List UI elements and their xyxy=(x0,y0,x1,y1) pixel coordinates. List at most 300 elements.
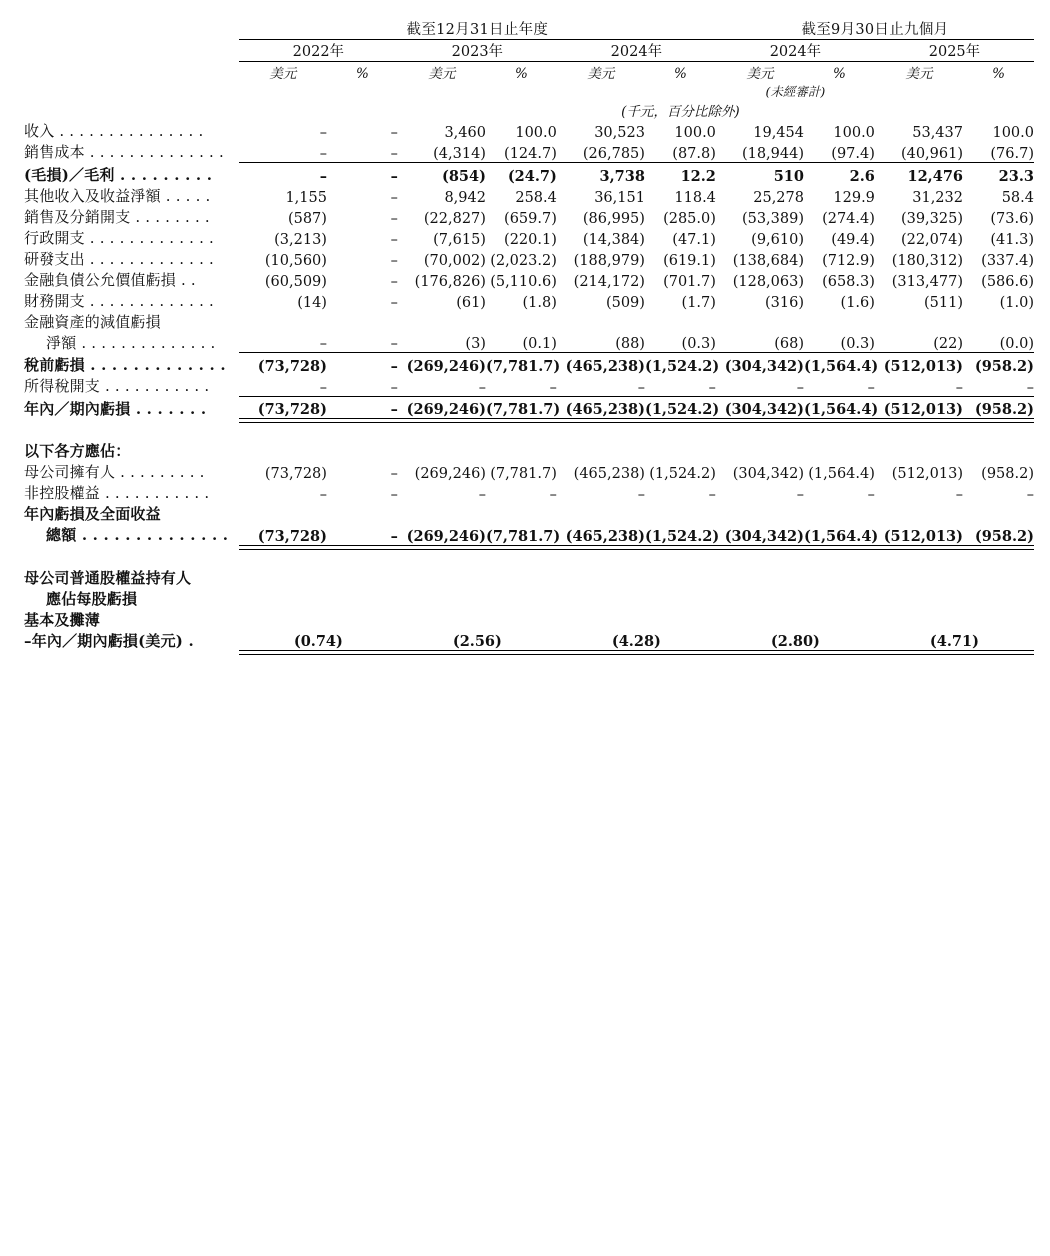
row-value: 2.6 xyxy=(849,167,875,185)
row-value: 25,278 xyxy=(753,189,804,206)
row-value: (14) xyxy=(297,294,327,311)
header-unit-row xyxy=(24,62,1034,83)
row-value: – xyxy=(478,379,486,396)
row-value: (0.3) xyxy=(840,336,875,352)
row-value: 100.0 xyxy=(674,125,716,141)
row-value: – xyxy=(390,273,398,290)
row-value: (304,342) xyxy=(724,527,804,545)
rule-spacer xyxy=(24,651,239,655)
row-label: 金融資產的減值虧損 xyxy=(24,312,161,331)
row-value: (1.7) xyxy=(681,294,716,311)
row-label: 年內／期內虧損 . . . . . . . xyxy=(24,399,207,418)
row-value: (2.56) xyxy=(452,633,502,650)
header-pct-4: % xyxy=(833,66,846,82)
row-value: (18,944) xyxy=(741,145,804,162)
row-value: (465,238) xyxy=(573,466,645,482)
row-value: (0.74) xyxy=(293,633,343,650)
row-value: (1,564.4) xyxy=(804,358,879,375)
row-value xyxy=(716,311,804,332)
row-value: – xyxy=(867,379,875,396)
row-value: (49.4) xyxy=(831,231,875,248)
row-value xyxy=(645,503,716,524)
header-year-2023: 2023年 xyxy=(398,40,557,62)
table-row xyxy=(24,503,1034,524)
row-value: – xyxy=(390,294,398,311)
row-value: (22,074) xyxy=(900,231,963,248)
header-spacer-3 xyxy=(24,62,239,83)
row-value: (958.2) xyxy=(974,401,1034,418)
row-value: – xyxy=(390,336,398,352)
row-value: (1,564.4) xyxy=(804,527,879,545)
row-value xyxy=(804,440,875,461)
row-value: 12,476 xyxy=(907,167,963,185)
row-value: (658.3) xyxy=(822,273,875,290)
row-label: 財務開支 . . . . . . . . . . . . . xyxy=(24,291,214,310)
row-value: (269,246) xyxy=(406,401,486,418)
row-value: (87.8) xyxy=(672,145,716,162)
row-value xyxy=(486,609,557,630)
row-value: (4,314) xyxy=(433,145,486,162)
row-value: (7,781.7) xyxy=(490,466,557,482)
row-value: (958.2) xyxy=(981,466,1034,482)
row-value: – xyxy=(390,487,398,503)
row-value: (7,781.7) xyxy=(485,527,561,545)
row-value: 118.4 xyxy=(674,189,716,206)
row-value: (4.71) xyxy=(929,633,979,650)
row-value: – xyxy=(390,231,398,248)
row-value: – xyxy=(708,487,716,503)
row-value: 12.2 xyxy=(680,167,716,185)
row-value: (88) xyxy=(615,336,645,352)
row-value: (509) xyxy=(605,294,645,311)
row-value xyxy=(239,567,327,588)
row-value: – xyxy=(955,379,963,396)
row-value: – xyxy=(319,336,327,352)
row-value xyxy=(875,311,963,332)
header-group-right: 截至9月30日止九個月 xyxy=(716,18,1034,40)
row-value xyxy=(963,503,1034,524)
table-row xyxy=(24,630,1034,651)
row-value: (0.1) xyxy=(522,336,557,352)
row-value: (587) xyxy=(287,210,327,227)
row-value: (1.8) xyxy=(522,294,557,311)
row-value xyxy=(875,567,963,588)
row-value: – xyxy=(390,358,398,375)
row-value: (7,781.7) xyxy=(485,358,561,375)
row-value: (73,728) xyxy=(264,466,327,482)
row-value xyxy=(716,440,804,461)
row-value: (958.2) xyxy=(974,527,1034,545)
row-value: 53,437 xyxy=(912,125,963,141)
row-value: 129.9 xyxy=(833,189,875,206)
row-value xyxy=(239,588,327,609)
row-value xyxy=(804,311,875,332)
row-value: (97.4) xyxy=(831,145,875,162)
row-value: (220.1) xyxy=(504,231,557,248)
financial-statement-page xyxy=(0,18,1050,1256)
row-value xyxy=(963,609,1034,630)
row-value xyxy=(327,567,398,588)
rule-cell xyxy=(716,651,875,655)
row-value: (188,979) xyxy=(573,252,645,269)
row-label: 銷售及分銷開支 . . . . . . . . xyxy=(24,207,210,226)
row-value xyxy=(804,609,875,630)
row-value: – xyxy=(796,379,804,396)
row-value: (285.0) xyxy=(663,210,716,227)
table-row xyxy=(24,290,1034,311)
row-label: 研發支出 . . . . . . . . . . . . . xyxy=(24,249,214,268)
row-value: (1,524.2) xyxy=(644,527,720,545)
row-value: (7,615) xyxy=(433,231,486,248)
row-value xyxy=(398,311,486,332)
row-value: (39,325) xyxy=(900,210,963,227)
row-value: (180,312) xyxy=(891,252,963,269)
header-units-row xyxy=(24,100,1034,120)
row-value: – xyxy=(955,487,963,503)
header-usd-3: 美元 xyxy=(587,66,615,82)
row-value: (316) xyxy=(765,294,804,311)
header-spacer-4 xyxy=(24,82,716,100)
header-usd-1: 美元 xyxy=(269,66,297,82)
row-value xyxy=(716,567,804,588)
header-year-2024-interim: 2024年 xyxy=(716,40,875,62)
row-value xyxy=(875,609,963,630)
header-usd-4: 美元 xyxy=(746,66,774,82)
row-value xyxy=(327,609,398,630)
units-note: (千元，百分比除外) xyxy=(621,104,740,120)
row-value: 30,523 xyxy=(594,125,645,141)
row-value: – xyxy=(637,487,645,503)
row-value: – xyxy=(549,379,557,396)
row-value: (269,246) xyxy=(406,527,486,545)
row-value: (41.3) xyxy=(990,231,1034,248)
table-row xyxy=(24,440,1034,461)
table-row xyxy=(24,269,1034,290)
row-value xyxy=(327,311,398,332)
row-value: 19,454 xyxy=(753,125,804,141)
row-value: (68) xyxy=(774,336,804,352)
table-row xyxy=(24,588,1034,609)
row-value: – xyxy=(708,379,716,396)
row-value: (465,238) xyxy=(565,358,645,375)
row-value: (5,110.6) xyxy=(490,273,557,290)
row-value: (2.80) xyxy=(770,633,820,650)
row-value: (1,564.4) xyxy=(808,466,875,482)
row-value: (269,246) xyxy=(414,466,486,482)
header-spacer-6 xyxy=(24,100,557,120)
row-value: – xyxy=(1026,379,1034,396)
rule-cell xyxy=(398,651,557,655)
header-pct-2: % xyxy=(514,66,528,82)
row-value: – xyxy=(319,145,327,162)
row-value: (0.0) xyxy=(999,336,1034,352)
row-value: (586.6) xyxy=(981,273,1034,290)
row-value: – xyxy=(319,125,327,141)
row-value: – xyxy=(867,487,875,503)
row-value xyxy=(557,588,645,609)
row-value xyxy=(645,609,716,630)
row-value xyxy=(557,567,645,588)
rule-cell xyxy=(239,651,398,655)
spacer-row xyxy=(24,549,1034,567)
row-value: (73,728) xyxy=(257,401,327,418)
row-value: (70,002) xyxy=(423,252,486,269)
row-value: (1,524.2) xyxy=(649,466,716,482)
row-value: (1,524.2) xyxy=(644,358,720,375)
row-value: 258.4 xyxy=(515,189,557,206)
row-value: – xyxy=(390,167,398,185)
header-pct-3: % xyxy=(674,66,687,82)
header-unaudited-row xyxy=(24,82,1034,100)
row-value: (465,238) xyxy=(565,401,645,418)
row-value: (3,213) xyxy=(274,231,327,248)
table-row xyxy=(24,185,1034,206)
row-value: – xyxy=(390,527,398,545)
header-year-row xyxy=(24,40,1034,62)
row-value: (4.28) xyxy=(611,633,661,650)
row-value: – xyxy=(1026,487,1034,503)
header-usd-5: 美元 xyxy=(905,66,933,82)
row-value: – xyxy=(390,125,398,141)
header-spacer-5 xyxy=(875,82,1034,100)
row-value: – xyxy=(390,466,398,482)
row-value: (313,477) xyxy=(891,273,963,290)
row-value: 100.0 xyxy=(515,125,557,141)
row-value: (47.1) xyxy=(672,231,716,248)
spacer-cell xyxy=(24,423,1034,441)
row-value: (2,023.2) xyxy=(490,252,557,269)
row-value: (128,063) xyxy=(732,273,804,290)
row-label: (毛損)／毛利 . . . . . . . . . xyxy=(24,165,213,184)
row-value: (269,246) xyxy=(406,358,486,375)
row-value xyxy=(239,440,327,461)
row-value: (53,389) xyxy=(741,210,804,227)
row-value: 100.0 xyxy=(992,125,1034,141)
row-label: 母公司擁有人 . . . . . . . . . xyxy=(24,463,205,481)
row-value xyxy=(486,503,557,524)
row-value xyxy=(398,503,486,524)
row-value: 58.4 xyxy=(1001,189,1034,206)
row-label: 金融負債公允價值虧損 . . xyxy=(24,270,196,289)
header-year-2025-interim: 2025年 xyxy=(875,40,1034,62)
row-value xyxy=(645,440,716,461)
row-value xyxy=(557,440,645,461)
unaudited-note: (未經審計) xyxy=(765,84,826,99)
row-value xyxy=(804,588,875,609)
row-label: 基本及攤薄 xyxy=(24,610,101,629)
table-row xyxy=(24,461,1034,482)
income-statement-table xyxy=(24,18,1034,655)
row-value: (274.4) xyxy=(822,210,875,227)
row-label: 行政開支 . . . . . . . . . . . . . xyxy=(24,228,214,247)
row-value: (22,827) xyxy=(423,210,486,227)
row-value: 36,151 xyxy=(594,189,645,206)
row-value xyxy=(963,588,1034,609)
row-value xyxy=(239,311,327,332)
row-value xyxy=(239,609,327,630)
row-value: (304,342) xyxy=(724,401,804,418)
row-value: (9,610) xyxy=(751,231,804,248)
row-value xyxy=(875,440,963,461)
row-value: (619.1) xyxy=(663,252,716,269)
row-label: 年內虧損及全面收益 xyxy=(24,505,161,523)
row-label: 以下各方應佔： xyxy=(24,442,131,460)
row-value: (73,728) xyxy=(257,358,327,375)
row-value: 23.3 xyxy=(998,167,1034,185)
row-value: – xyxy=(478,487,486,503)
header-group-left: 截至12月31日止年度 xyxy=(239,18,716,40)
row-value xyxy=(804,503,875,524)
row-value: – xyxy=(319,167,327,185)
header-spacer-7 xyxy=(804,100,1034,120)
table-row xyxy=(24,206,1034,227)
row-value xyxy=(398,588,486,609)
table-row xyxy=(24,164,1034,185)
row-label: 非控股權益 . . . . . . . . . . . xyxy=(24,484,210,502)
table-row xyxy=(24,609,1034,630)
row-value: – xyxy=(390,401,398,418)
row-value xyxy=(963,311,1034,332)
row-value: 510 xyxy=(773,167,804,185)
table-row xyxy=(24,141,1034,162)
header-group-row xyxy=(24,18,1034,40)
table-row xyxy=(24,332,1034,353)
rule-cell xyxy=(557,651,716,655)
row-value: (138,684) xyxy=(732,252,804,269)
row-value: (10,560) xyxy=(264,252,327,269)
row-value xyxy=(557,503,645,524)
row-value xyxy=(327,503,398,524)
table-row xyxy=(24,524,1034,545)
row-value: (60,509) xyxy=(264,273,327,290)
row-value: (712.9) xyxy=(822,252,875,269)
row-value: (337.4) xyxy=(981,252,1034,269)
row-value xyxy=(875,503,963,524)
row-label: 應佔每股虧損 xyxy=(46,589,138,608)
row-value: (3) xyxy=(465,336,486,352)
row-value: (214,172) xyxy=(573,273,645,290)
row-value xyxy=(716,588,804,609)
header-spacer-2 xyxy=(24,40,239,62)
row-value: (512,013) xyxy=(883,358,963,375)
row-value xyxy=(963,440,1034,461)
row-value: (701.7) xyxy=(663,273,716,290)
row-value: (0.3) xyxy=(681,336,716,352)
row-value: (1.0) xyxy=(999,294,1034,311)
header-year-2022: 2022年 xyxy=(239,40,398,62)
row-value: (465,238) xyxy=(565,527,645,545)
row-value: (176,826) xyxy=(414,273,486,290)
row-value xyxy=(398,567,486,588)
row-value: (86,995) xyxy=(582,210,645,227)
row-value xyxy=(327,588,398,609)
row-value: (14,384) xyxy=(582,231,645,248)
row-value: (1,524.2) xyxy=(644,401,720,418)
row-value: (304,342) xyxy=(724,358,804,375)
row-value: (40,961) xyxy=(900,145,963,162)
row-value: (659.7) xyxy=(504,210,557,227)
row-value: (22) xyxy=(933,336,963,352)
row-label: 所得稅開支 . . . . . . . . . . . xyxy=(24,377,210,395)
row-value: (124.7) xyxy=(504,145,557,162)
table-row xyxy=(24,248,1034,269)
header-pct-5: % xyxy=(992,66,1005,82)
table-body xyxy=(24,120,1034,655)
row-value: (512,013) xyxy=(883,401,963,418)
row-value xyxy=(486,440,557,461)
table-row xyxy=(24,375,1034,396)
row-value xyxy=(398,609,486,630)
row-value: – xyxy=(637,379,645,396)
row-value: 100.0 xyxy=(833,125,875,141)
row-value: – xyxy=(390,379,398,396)
row-value xyxy=(645,311,716,332)
row-label: –年內／期內虧損(美元) . xyxy=(24,631,194,650)
row-value xyxy=(716,609,804,630)
row-value: 3,738 xyxy=(599,167,645,185)
row-label: 總額 . . . . . . . . . . . . . . xyxy=(46,526,229,544)
header-usd-2: 美元 xyxy=(428,66,456,82)
header-spacer xyxy=(24,18,239,40)
row-value xyxy=(239,503,327,524)
row-label: 母公司普通股權益持有人 xyxy=(24,568,192,587)
row-label: 淨額 . . . . . . . . . . . . . . xyxy=(46,333,216,352)
row-value xyxy=(486,567,557,588)
row-value xyxy=(557,609,645,630)
row-value xyxy=(804,567,875,588)
row-label: 其他收入及收益淨額 . . . . . xyxy=(24,186,211,205)
row-value: – xyxy=(549,487,557,503)
row-value: 3,460 xyxy=(444,125,486,141)
spacer-cell xyxy=(24,549,1034,567)
rule-cell xyxy=(875,651,1034,655)
row-value xyxy=(645,588,716,609)
row-value xyxy=(327,440,398,461)
row-value xyxy=(557,311,645,332)
row-value: – xyxy=(390,145,398,162)
row-value: (76.7) xyxy=(990,145,1034,162)
header-year-2024: 2024年 xyxy=(557,40,716,62)
row-label: 收入 . . . . . . . . . . . . . . . xyxy=(24,122,204,140)
row-value: – xyxy=(319,379,327,396)
row-value xyxy=(486,311,557,332)
row-value xyxy=(486,588,557,609)
table-row xyxy=(24,311,1034,332)
table-row xyxy=(24,398,1034,419)
row-value: – xyxy=(796,487,804,503)
row-value: (73.6) xyxy=(990,210,1034,227)
row-value: (304,342) xyxy=(732,466,804,482)
row-label: 銷售成本 . . . . . . . . . . . . . . xyxy=(24,143,224,161)
row-value: (24.7) xyxy=(507,167,557,185)
row-value xyxy=(716,503,804,524)
table-row xyxy=(24,354,1034,375)
rule-row xyxy=(24,651,1034,655)
row-value: (512,013) xyxy=(891,466,963,482)
row-value: (26,785) xyxy=(582,145,645,162)
row-value: – xyxy=(319,487,327,503)
row-value xyxy=(875,588,963,609)
row-value: (854) xyxy=(441,167,486,185)
row-value: (958.2) xyxy=(974,358,1034,375)
row-value: – xyxy=(390,252,398,269)
row-value: (511) xyxy=(924,294,963,311)
row-value: 1,155 xyxy=(285,189,327,206)
row-value: (7,781.7) xyxy=(485,401,561,418)
row-value: 31,232 xyxy=(912,189,963,206)
row-value xyxy=(398,440,486,461)
spacer-row xyxy=(24,423,1034,441)
